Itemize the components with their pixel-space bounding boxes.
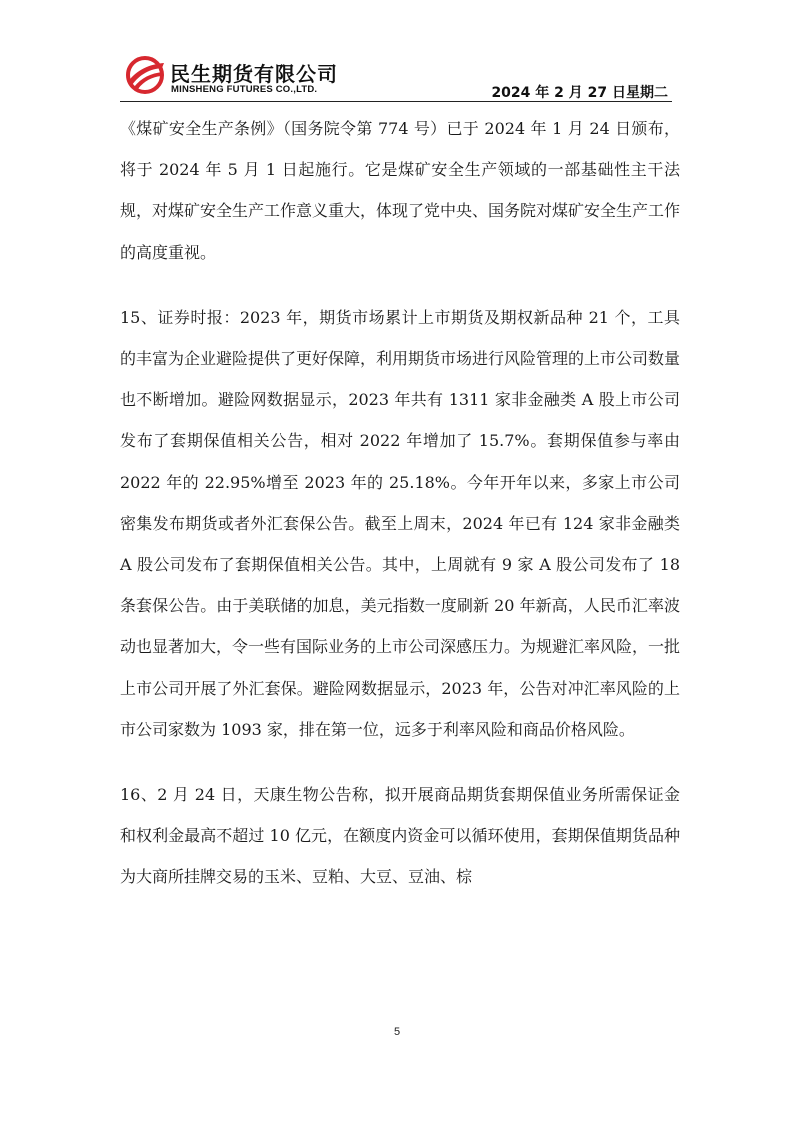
report-date: 2024 年 2 月 27 日星期二: [491, 85, 668, 101]
company-logo: [124, 52, 384, 100]
page-number: 5: [393, 1026, 401, 1038]
page-header: [120, 52, 672, 102]
company-name-cn: 民生期货有限公司: [170, 62, 338, 86]
header-divider: [120, 101, 672, 102]
paragraph-coal-mine-safety: 《煤矿安全生产条例》（国务院令第 774 号）已于 2024 年 1 月 24 日颁布，将于 2024 年 5 月 1 日起施行。它是煤矿安全生产领域的一部基础性主干法规，对煤矿安全生产工作意义重大，体现了党中央、国务院对煤矿安全生产工作的高度重视。: [120, 119, 681, 262]
document-body: [120, 108, 680, 898]
company-name-en: MINSHENG FUTURES CO.,LTD.: [171, 84, 318, 95]
paragraph-item-15: 15、证券时报：2023 年，期货市场累计上市期货及期权新品种 21 个，工具的丰富为企业避险提供了更好保障，利用期货市场进行风险管理的上市公司数量也不断增加。避险网数据显示，2023 年共有 1311 家非金融类 A 股上市公司发布了套期保值相关公告，相对 2022 年增加了 15.7%。套期保值参与率由 2022 年的 22.95%增至 2023 年的 25.18%。今年开年以来，多家上市公司密集发布期货或者外汇套保公告。截至上周末，2024 年已有 124 家非金融类 A 股公司发布了套期保值相关公告。其中，上周就有 9 家 A 股公司发布了 18 条套保公告。由于美联储的加息，美元指数一度刷新 20 年新高，人民币汇率波动也显著加大，令一些有国际业务的上市公司深感压力。为规避汇率风险，一批上市公司开展了外汇套保。避险网数据显示，2023 年，公告对冲汇率风险的上市公司家数为 1093 家，排在第一位，远多于利率风险和商品价格风险。: [120, 307, 681, 739]
paragraph-item-16: 16、2 月 24 日，天康生物公告称，拟开展商品期货套期保值业务所需保证金和权利金最高不超过 10 亿元，在额度内资金可以循环使用，套期保值期货品种为大商所挂牌交易的玉米、豆粕、大豆、豆油、棕: [120, 785, 680, 887]
minsheng-swoosh-logo-icon: [124, 54, 166, 96]
